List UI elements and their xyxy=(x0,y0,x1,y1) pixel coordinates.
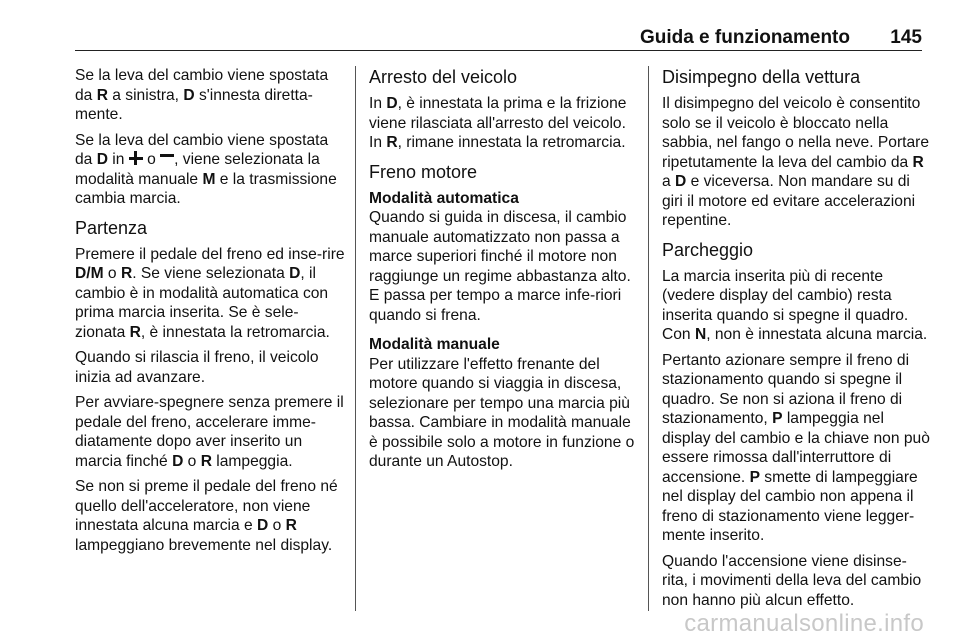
paragraph: Quando l'accensione viene disinse-rita, i movimenti della leva del cambio non hanno più alcun effetto. xyxy=(662,552,922,609)
minus-icon xyxy=(160,151,174,165)
column-divider xyxy=(355,66,356,611)
paragraph: Per utilizzare l'effetto frenante del motore quando si viaggia in discesa, selezionare per tempo una marcia più bassa. Cambiare in modalità manuale è possibile solo a motore in funzione o durante un Autostop. xyxy=(369,355,635,470)
column-2 xyxy=(369,66,639,478)
heading-parcheggio: Parcheggio xyxy=(662,239,754,260)
heading-freno-motore: Freno motore xyxy=(369,161,478,182)
column-3 xyxy=(662,66,930,616)
heading-disimpegno: Disimpegno della vettura xyxy=(662,67,861,87)
paragraph: In D, è innestata la prima e la frizione viene rilasciata all'arresto del veicolo. In R, rimane innestata la retromarcia. xyxy=(369,95,627,151)
paragraph: Quando si guida in discesa, il cambio manuale automatizzato non passa a marce superiori finché il motore non raggiunge un regime abbastanza alto. E passa per tempo a marce infe-riori quando si frena. xyxy=(369,209,631,324)
heading-arresto: Arresto del veicolo xyxy=(369,67,518,87)
watermark: carmanualsonline.info xyxy=(684,610,924,637)
page-number: 145 xyxy=(890,27,922,48)
subheading-modalita-automatica: Modalità automatica xyxy=(369,189,519,207)
column-divider xyxy=(648,66,649,611)
paragraph: Il disimpegno del veicolo è consentito solo se il veicolo è bloccato nella sabbia, nel fango o nella neve. Portare ripetutamente la leva del cambio da R a D e viceversa. Non mandare su di giri il motore ed evitare accelerazioni repentine. xyxy=(662,95,930,229)
paragraph: Se la leva del cambio viene spostata da D in o , viene selezionata la modalità manuale M e la trasmissione cambia marcia. xyxy=(75,131,337,207)
paragraph: Pertanto azionare sempre il freno di stazionamento quando si spegne il quadro. Se non si aziona il freno di stazionamento, P lampeggia nel display del cambio e la chiave non può essere rimossa dall'interruttore di accensione. P smette di lampeggiare nel display del cambio non appena il freno di stazionamento viene legger-mente inserito. xyxy=(662,351,930,544)
plus-icon xyxy=(129,151,143,165)
paragraph: Quando si rilascia il freno, il veicolo inizia ad avanzare. xyxy=(75,349,319,386)
paragraph: Se la leva del cambio viene spostata da R a sinistra, D s'innesta diretta-mente. xyxy=(75,67,329,123)
paragraph: Premere il pedale del freno ed inse-rire D/M o R. Se viene selezionata D, il cambio è in modalità automatica con prima marcia inserita. Se è sele-zionata R, è innestata la retromarcia. xyxy=(75,245,345,341)
paragraph: Se non si preme il pedale del freno né quello dell'acceleratore, non viene innestata alcuna marcia e D o R lampeggiano brevemente nel display. xyxy=(75,478,338,554)
subheading-modalita-manuale: Modalità manuale xyxy=(369,336,500,353)
column-1 xyxy=(75,66,347,561)
page-header xyxy=(75,24,922,51)
paragraph: Per avviare-spegnere senza premere il pedale del freno, accelerare imme-diatamente dopo aver inserito un marcia finché D o R lampeggia. xyxy=(75,394,344,470)
section-title: Guida e funzionamento xyxy=(639,27,850,48)
paragraph: La marcia inserita più di recente (vedere display del cambio) resta inserita quando si spegne il quadro. Con N, non è innestata alcuna marcia. xyxy=(662,267,928,343)
heading-partenza: Partenza xyxy=(75,217,148,238)
